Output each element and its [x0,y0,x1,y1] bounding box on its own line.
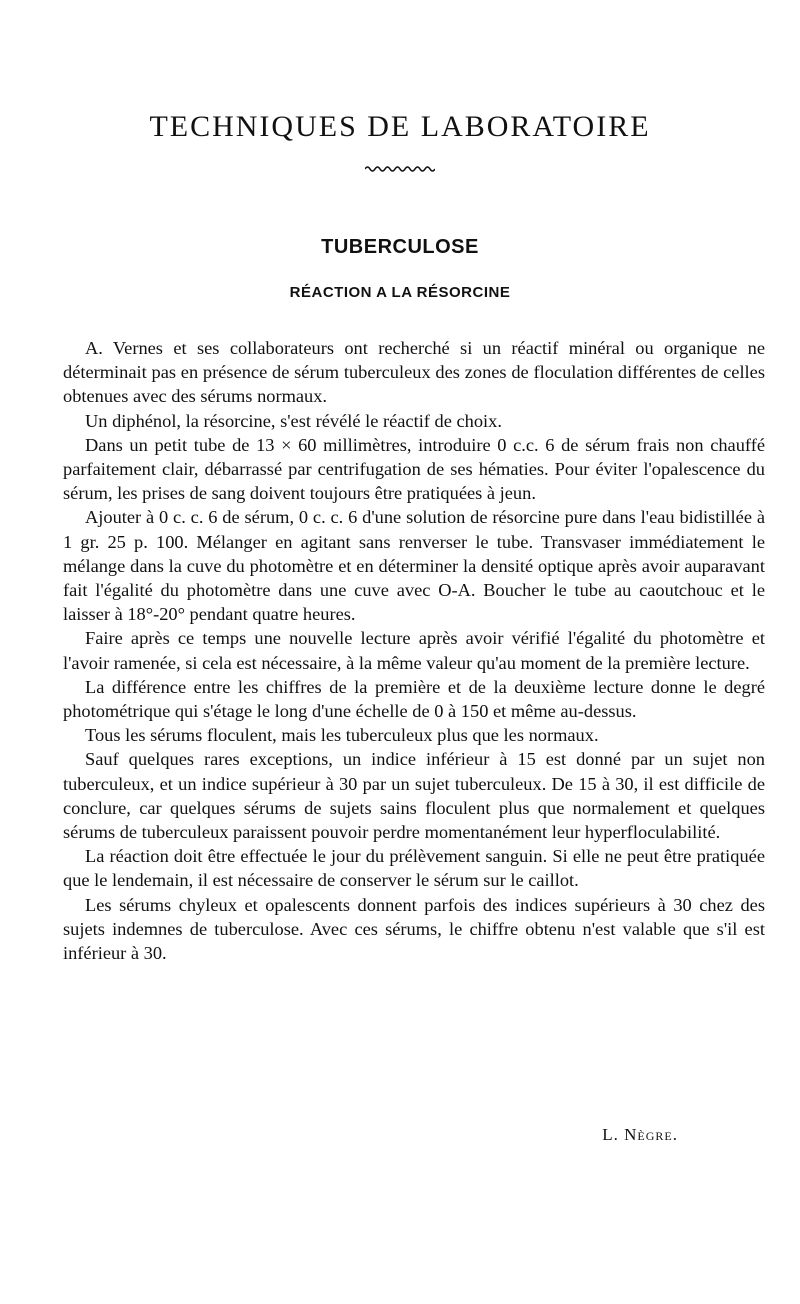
paragraph: Dans un petit tube de 13 × 60 millimètres, introduire 0 c.c. 6 de sérum frais non chauffé parfaitement clair, débarrassé par centrifugation de ses hématies. Pour éviter l'opalescence du sérum, les prises de sang doivent toujours être pratiquées à jeun. [63,434,765,504]
paragraph: La réaction doit être effectuée le jour du prélèvement sanguin. Si elle ne peut être pratiquée que le lendemain, il est nécessaire de conserver le sérum sur le caillot. [63,846,765,891]
paragraph: Tous les sérums floculent, mais les tuberculeux plus que les normaux. [85,725,599,746]
wavy-ornament-divider [365,164,435,174]
paragraph: A. Vernes et ses collaborateurs ont recherché si un réactif minéral ou organique ne déterminait pas en présence de sérum tuberculeux des zones de floculation différentes de celles obtenues avec des sérums normaux. [63,338,765,407]
paragraph: Les sérums chyleux et opalescents donnent parfois des indices supérieurs à 30 chez des sujets indemnes de tuberculose. Avec ces sérums, le chiffre obtenu n'est valable que s'il est inférieur à 30. [63,894,765,964]
signature-initial: L. [602,1125,619,1144]
section-title: TECHNIQUES DE LABORATOIRE [149,110,651,143]
article-subtitle: RÉACTION A LA RÉSORCINE [289,284,511,301]
article-body [63,336,765,965]
paragraph: Ajouter à 0 c. c. 6 de sérum, 0 c. c. 6 d'une solution de résorcine pure dans l'eau bidistillée à 1 gr. 25 p. 100. Mélanger en agitant sans renverser le tube. Transvaser immédiatement le mélange dans la cuve du photomètre et en déterminer la densité optique après avoir auparavant fait l'égalité du photomètre dans une cuve avec O-A. Boucher le tube au caoutchouc et le laisser à 18°-20° pendant quatre heures. [63,507,765,625]
author-signature [602,1125,678,1145]
article-title: TUBERCULOSE [321,236,479,258]
paragraph: Un diphénol, la résorcine, s'est révélé le réactif de choix. [85,410,502,431]
paragraph: Faire après ce temps une nouvelle lecture après avoir vérifié l'égalité du photomètre et l'avoir ramenée, si cela est nécessaire, à la même valeur qu'au moment de la première lecture. [63,628,765,673]
paragraph: Sauf quelques rares exceptions, un indice inférieur à 15 est donné par un sujet non tuberculeux, et un indice supérieur à 30 par un sujet tuberculeux. De 15 à 30, il est difficile de conclure, car quelques sérums de sujets sains floculent plus que normalement et quelques sérums de tuberculeux paraissent pouvoir perdre momentanément leur hyperfloculabilité. [63,749,765,843]
signature-name: Nègre. [624,1125,678,1144]
paragraph: La différence entre les chiffres de la première et de la deuxième lecture donne le degré photométrique qui s'étage le long d'une échelle de 0 à 150 et même au-dessus. [63,676,765,722]
